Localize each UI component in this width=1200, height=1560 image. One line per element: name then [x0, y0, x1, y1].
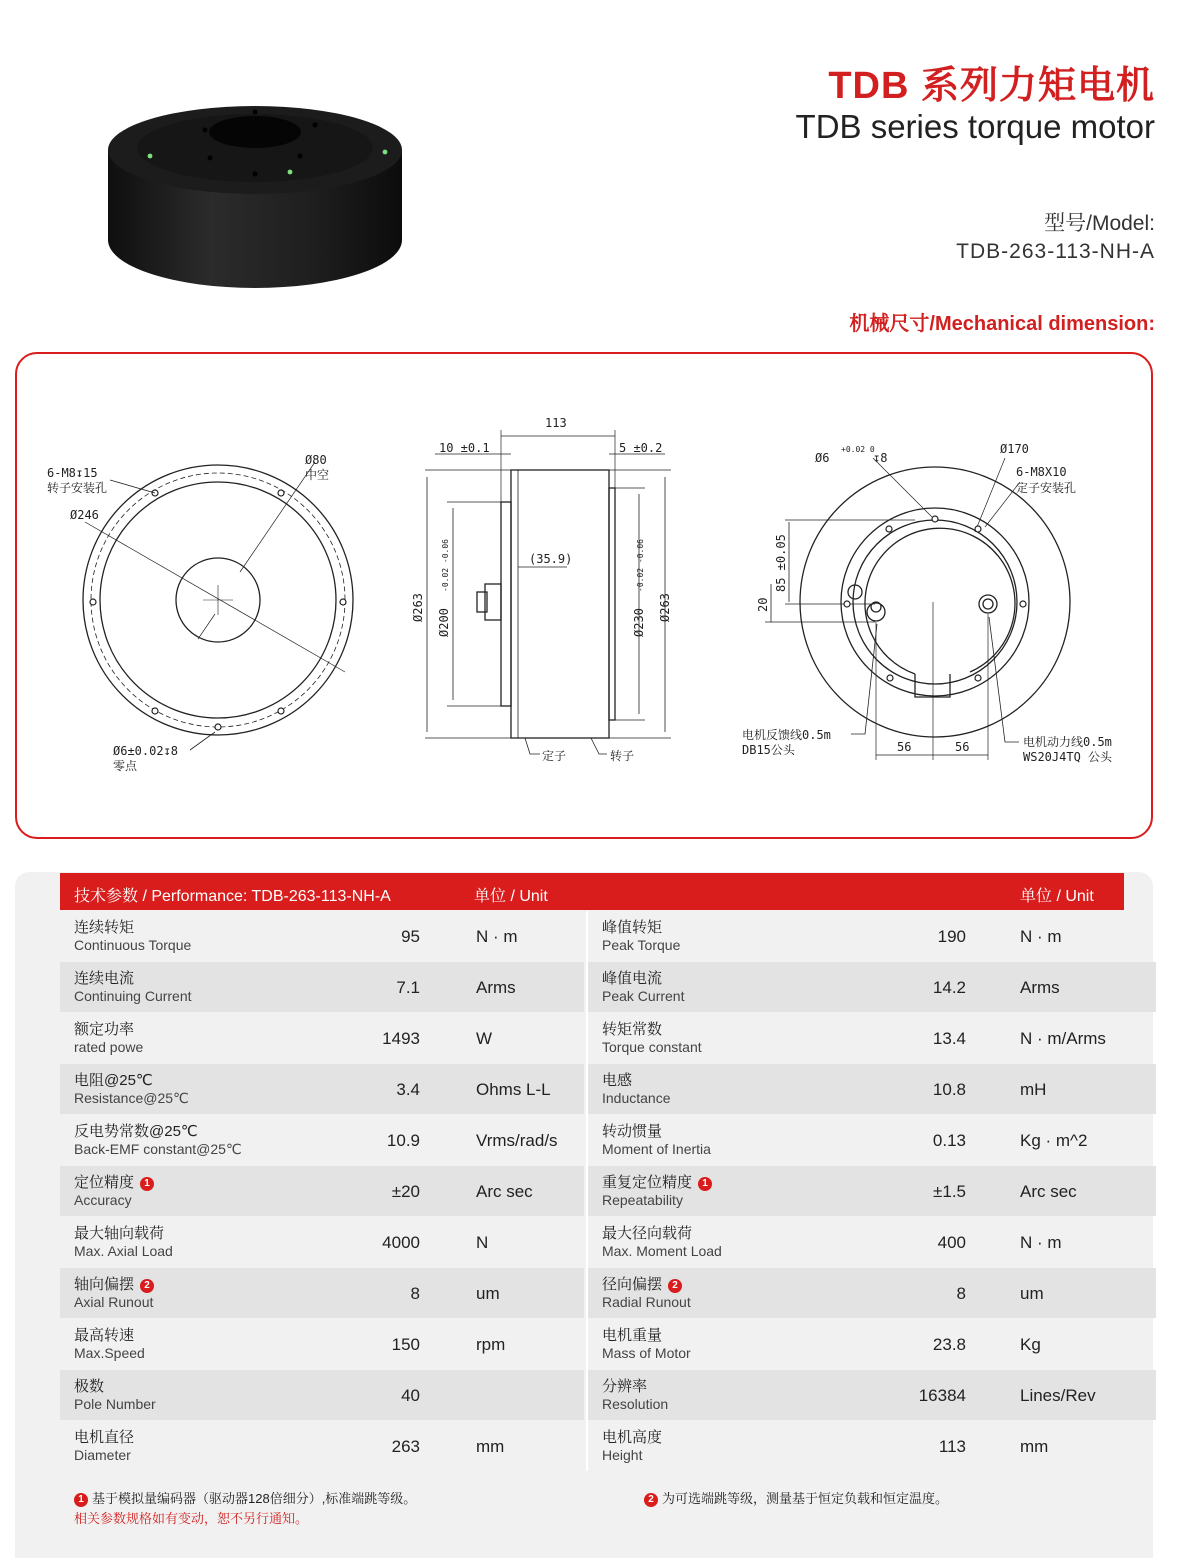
rear-dia-170: Ø170: [1000, 442, 1029, 456]
rear-feedback-1: 电机反馈线0.5m: [742, 728, 831, 742]
param-name-cn: [602, 1069, 632, 1090]
param-unit: N · m: [1020, 927, 1062, 946]
param-name-cn-text: 峰值电流: [602, 970, 663, 987]
param-name-en: Diameter: [74, 1447, 131, 1463]
rear-dim-20: 20: [756, 597, 770, 612]
front-hole-note-1: 6-M8↧15: [47, 466, 98, 480]
param-name-cn-text: 电机重量: [602, 1327, 663, 1344]
param-name-cn-text: 定位精度: [74, 1174, 135, 1191]
table-row: [60, 1370, 584, 1420]
param-name-cn: [602, 1324, 662, 1345]
column-divider: [586, 911, 588, 1471]
param-name-cn-text: 连续电流: [74, 970, 135, 987]
param-name-en: Max. Axial Load: [74, 1243, 173, 1259]
param-unit: Ohms L-L: [476, 1080, 551, 1099]
param-unit: um: [1020, 1284, 1044, 1303]
table-row: [60, 1064, 584, 1114]
side-right-offset: 5 ±0.2: [619, 441, 663, 455]
param-name-cn: [602, 1426, 662, 1447]
side-length: 113: [545, 416, 567, 430]
param-value: 263: [391, 1437, 420, 1456]
param-name-cn: [74, 967, 134, 988]
side-stator: 定子: [542, 749, 567, 763]
front-pin-note-1: Ø6±0.02↧8: [113, 744, 179, 758]
param-name-en: Inductance: [602, 1090, 671, 1106]
rear-pin-depth: ↧8: [873, 451, 888, 465]
table-row: [588, 1115, 1156, 1165]
param-name-cn: [602, 1273, 682, 1294]
table-row: [60, 1115, 584, 1165]
side-tol-200: -0.02 -0.06: [441, 539, 450, 592]
front-hole-note-2: 转子安装孔: [47, 481, 108, 495]
param-name-en: Repeatability: [602, 1192, 683, 1208]
table-row: [588, 1013, 1156, 1063]
table-row: [60, 1166, 584, 1216]
param-name-en: Peak Torque: [602, 937, 681, 953]
rear-dim-56-left: 56: [897, 740, 912, 754]
param-value: 150: [391, 1335, 420, 1354]
param-name-en: rated powe: [74, 1039, 144, 1055]
side-dia-230: Ø230: [632, 608, 646, 637]
param-name-cn-text: 额定功率: [74, 1021, 135, 1038]
param-name-cn-text: 转动惯量: [602, 1123, 663, 1140]
side-dia-263-left: Ø263: [411, 593, 425, 622]
param-value: 95: [401, 927, 420, 946]
note-1-badge: 1: [74, 1493, 88, 1507]
front-dia-center-1: Ø80: [305, 453, 327, 467]
param-value: 8: [956, 1284, 966, 1303]
param-name-cn: [602, 916, 662, 937]
motor-product-image: [100, 90, 410, 300]
table-row: [60, 1421, 584, 1471]
table-row: [588, 1268, 1156, 1318]
note-1-text: 基于模拟量编码器（驱动器128倍细分）,标准端跳等级。: [92, 1491, 417, 1506]
param-name-cn: [602, 1171, 712, 1192]
performance-header-title: 技术参数 / Performance: TDB-263-113-NH-A: [74, 888, 391, 905]
param-unit: N: [476, 1233, 489, 1252]
performance-header: [60, 873, 1124, 910]
param-name-en: Pole Number: [74, 1396, 156, 1412]
front-dia-outer: Ø246: [70, 508, 99, 522]
note-2: [644, 1488, 948, 1507]
param-name-en: Resistance@25℃: [74, 1090, 189, 1106]
rear-pin-tol: +0.02 0: [841, 445, 875, 454]
side-rotor: 转子: [610, 749, 635, 763]
param-name-cn-text: 极数: [74, 1378, 105, 1395]
footnote-badge: 1: [698, 1177, 712, 1191]
param-unit: Arms: [476, 978, 516, 997]
param-name-en: Back-EMF constant@25℃: [74, 1141, 242, 1157]
param-unit: Lines/Rev: [1020, 1386, 1096, 1405]
table-row: [588, 911, 1156, 961]
param-unit: N · m: [476, 927, 518, 946]
param-value: 10.9: [386, 1131, 420, 1150]
table-row: [588, 1421, 1156, 1471]
param-value: 190: [937, 927, 966, 946]
param-name-cn-text: 重复定位精度: [602, 1174, 693, 1191]
rear-pin-note: Ø6: [815, 451, 830, 465]
front-pin-note-2: 零点: [113, 759, 138, 773]
param-name-en: Accuracy: [74, 1192, 132, 1208]
param-value: 10.8: [932, 1080, 966, 1099]
param-unit: Arc sec: [476, 1182, 533, 1201]
side-inner-dim: (35.9): [529, 552, 573, 566]
note-2-badge: 2: [644, 1493, 658, 1507]
param-value: 400: [937, 1233, 966, 1252]
param-name-cn: [74, 916, 134, 937]
param-value: 3.4: [396, 1080, 420, 1099]
table-row: [588, 962, 1156, 1012]
param-name-en: Axial Runout: [74, 1294, 154, 1310]
param-value: 13.4: [932, 1029, 966, 1048]
param-unit: N · m/Arms: [1020, 1029, 1106, 1048]
param-name-cn: [602, 1018, 662, 1039]
side-tol-230: -0.02 -0.06: [636, 539, 645, 592]
param-unit: Vrms/rad/s: [476, 1131, 558, 1150]
mechanical-drawing: [15, 352, 1153, 839]
param-name-cn: [74, 1120, 198, 1141]
param-value: ±20: [391, 1182, 420, 1201]
rear-power-2: WS20J4TQ 公头: [1023, 750, 1113, 764]
param-unit: mm: [476, 1437, 505, 1456]
front-dia-center-2: 中空: [305, 468, 330, 482]
side-dia-263-right: Ø263: [658, 593, 672, 622]
performance-header-unit-left: 单位 / Unit: [474, 888, 548, 905]
param-name-cn-text: 峰值转矩: [602, 919, 663, 936]
param-name-en: Peak Current: [602, 988, 685, 1004]
rear-feedback-2: DB15公头: [742, 743, 795, 757]
performance-header-unit-right: 单位 / Unit: [1020, 888, 1094, 905]
table-row: [60, 911, 584, 961]
table-row: [60, 962, 584, 1012]
param-unit: um: [476, 1284, 500, 1303]
param-name-en: Max. Moment Load: [602, 1243, 722, 1259]
table-row: [60, 1268, 584, 1318]
param-name-cn-text: 分辨率: [602, 1378, 648, 1395]
param-name-cn-text: 电机高度: [602, 1429, 663, 1446]
rear-dim-85: 85 ±0.05: [774, 534, 788, 592]
param-name-cn: [74, 1324, 134, 1345]
model-value: TDB-263-113-NH-A: [956, 240, 1155, 263]
param-unit: W: [476, 1029, 493, 1048]
param-name-cn-text: 径向偏摆: [602, 1276, 663, 1293]
rear-holes: [844, 516, 1026, 681]
side-left-offset: 10 ±0.1: [439, 441, 490, 455]
param-name-cn-text: 电阻@25℃: [74, 1072, 153, 1089]
param-name-en: Radial Runout: [602, 1294, 691, 1310]
footnote-badge: 2: [668, 1279, 682, 1293]
table-row: [60, 1013, 584, 1063]
param-name-cn: [602, 1375, 647, 1396]
note-1: [74, 1488, 416, 1507]
note-2-text: 为可选端跳等级，测量基于恒定负载和恒定温度。: [662, 1491, 949, 1506]
param-unit: Kg · m^2: [1020, 1131, 1088, 1150]
side-view: [425, 430, 671, 754]
param-name-en: Moment of Inertia: [602, 1141, 711, 1157]
param-unit: mH: [1020, 1080, 1047, 1099]
param-unit: Kg: [1020, 1335, 1041, 1354]
param-name-cn: [602, 967, 662, 988]
side-dia-200: Ø200: [437, 608, 451, 637]
mechanical-dimension-label: 机械尺寸/Mechanical dimension:: [849, 313, 1155, 335]
param-unit: Arc sec: [1020, 1182, 1077, 1201]
model-label: 型号/Model:: [1044, 212, 1155, 235]
param-unit: mm: [1020, 1437, 1049, 1456]
param-name-en: Torque constant: [602, 1039, 702, 1055]
param-name-cn-text: 电感: [602, 1072, 633, 1089]
param-value: 14.2: [932, 978, 966, 997]
table-row: [588, 1166, 1156, 1216]
title-en: TDB series torque motor: [795, 108, 1155, 145]
param-name-cn-text: 转矩常数: [602, 1021, 663, 1038]
param-name-en: Resolution: [602, 1396, 669, 1412]
footnote-badge: 1: [140, 1177, 154, 1191]
param-value: 0.13: [932, 1131, 966, 1150]
param-name-cn: [74, 1222, 164, 1243]
param-name-cn-text: 最大轴向载荷: [74, 1225, 165, 1242]
param-name-cn: [602, 1222, 692, 1243]
param-value: 8: [410, 1284, 420, 1303]
note-1-sub: 相关参数规格如有变动，恕不另行通知。: [74, 1511, 309, 1526]
param-name-cn-text: 最大径向载荷: [602, 1225, 693, 1242]
param-name-cn-text: 连续转矩: [74, 919, 135, 936]
param-name-cn: [602, 1120, 662, 1141]
table-row: [588, 1064, 1156, 1114]
param-name-cn: [74, 1273, 154, 1294]
param-name-cn-text: 轴向偏摆: [74, 1276, 135, 1293]
param-unit: rpm: [476, 1335, 506, 1354]
rear-hole-note-1: 6-M8X10: [1016, 465, 1067, 479]
footnote-badge: 2: [140, 1279, 154, 1293]
param-value: 1493: [382, 1029, 420, 1048]
param-unit: Arms: [1020, 978, 1060, 997]
title-cn: TDB 系列力矩电机: [828, 65, 1155, 107]
param-unit: N · m: [1020, 1233, 1062, 1252]
param-value: ±1.5: [933, 1182, 966, 1201]
table-row: [588, 1319, 1156, 1369]
param-name-en: Max.Speed: [74, 1345, 145, 1361]
param-value: 113: [938, 1437, 966, 1456]
front-view: [83, 462, 353, 735]
param-name-cn: [74, 1171, 154, 1192]
rear-dim-56-right: 56: [955, 740, 970, 754]
param-name-cn: [74, 1018, 134, 1039]
table-row: [60, 1319, 584, 1369]
param-name-en: Mass of Motor: [602, 1345, 691, 1361]
param-name-en: Continuing Current: [74, 988, 192, 1004]
param-name-cn: [74, 1426, 134, 1447]
rear-power-1: 电机动力线0.5m: [1023, 735, 1112, 749]
param-value: 40: [401, 1386, 420, 1405]
rear-view: [765, 458, 1070, 760]
param-name-en: Continuous Torque: [74, 937, 192, 953]
param-name-cn-text: 最高转速: [74, 1327, 135, 1344]
param-name-cn: [74, 1375, 104, 1396]
param-value: 16384: [918, 1386, 966, 1405]
param-name-cn-text: 反电势常数@25℃: [74, 1123, 198, 1140]
param-value: 23.8: [932, 1335, 966, 1354]
param-name-en: Height: [602, 1447, 643, 1463]
table-row: [588, 1217, 1156, 1267]
param-value: 7.1: [396, 978, 420, 997]
param-name-cn-text: 电机直径: [74, 1429, 135, 1446]
table-row: [588, 1370, 1156, 1420]
rear-hole-note-2: 定子安装孔: [1016, 481, 1077, 495]
param-value: 4000: [382, 1233, 420, 1252]
param-name-cn: [74, 1069, 153, 1090]
table-row: [60, 1217, 584, 1267]
